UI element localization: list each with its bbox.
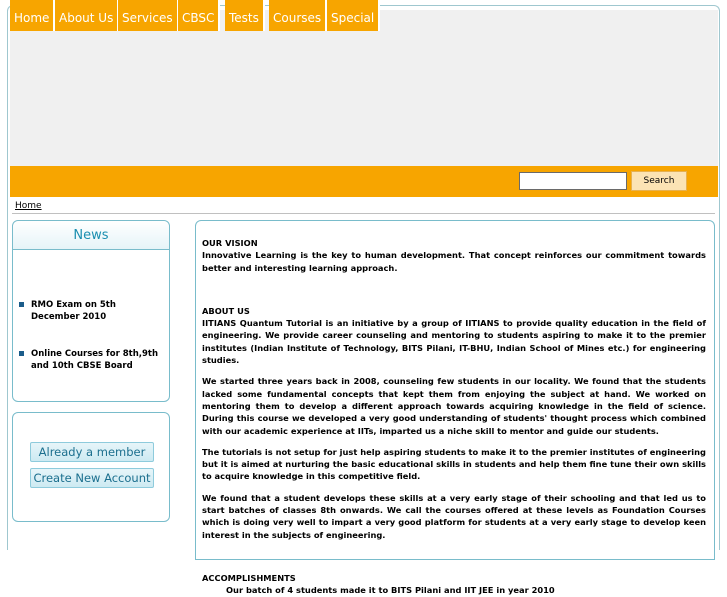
about-paragraph: The tutorials is not setup for just help aspiring students to make it to the premier institutes of engineering but it is aimed at nurturing the basic educational skills in students and help them fine tune their own skills to acquire knowledge in this competitive field. [202, 446, 706, 482]
create-account-button[interactable]: Create New Account [30, 468, 154, 488]
news-item [19, 299, 165, 323]
accomplishments-list [202, 584, 706, 596]
header-banner [10, 10, 718, 166]
bullet-icon [19, 351, 24, 356]
search-input[interactable] [519, 172, 627, 190]
member-panel [12, 412, 170, 522]
vision-heading: OUR VISION [202, 238, 258, 248]
accomplishment-item: Our batch of 4 students made it to BITS Pilani and IIT JEE in year 2010 [226, 585, 555, 596]
bullet-icon [19, 302, 24, 307]
nav-item-services[interactable]: Services [118, 0, 179, 31]
nav-item-courses[interactable]: Courses [269, 0, 327, 31]
main-content [202, 237, 706, 597]
breadcrumb-home-link[interactable]: Home [15, 201, 42, 211]
news-item-link[interactable]: RMO Exam on 5th December 2010 [31, 300, 116, 322]
news-title: News [13, 221, 169, 250]
vision-text: Innovative Learning is the key to human development. That concept reinforces our commitment towards better and interesting learning approach. [202, 250, 706, 273]
spacer [202, 550, 706, 572]
about-paragraph: IITIANS Quantum Tutorial is an initiative by a group of IITIANS to provide quality education in the field of engineering. We provide career counseling and mentoring to students aspiring to make it to the premier institutes (Indian Institute of Technology, BITS Pilani, IT-BHU, Indian School of Mines etc.) for engineering studies. [202, 318, 706, 366]
main-content-panel [195, 220, 715, 596]
already-member-button[interactable]: Already a member [30, 442, 154, 462]
nav-item-about-us[interactable]: About Us [55, 0, 119, 31]
accomplishments-heading: ACCOMPLISHMENTS [202, 572, 296, 583]
nav-item-home[interactable]: Home [10, 0, 55, 31]
news-item [19, 348, 165, 372]
news-panel [12, 220, 170, 402]
nav-item-cbsc[interactable]: CBSC [178, 0, 220, 31]
spacer [202, 283, 706, 305]
nav-item-special[interactable]: Special [327, 0, 380, 31]
about-heading: ABOUT US [202, 305, 250, 316]
news-item-link[interactable]: Online Courses for 8th,9th and 10th CBSE Board [31, 349, 159, 371]
breadcrumb-divider [12, 213, 715, 214]
about-paragraph: We found that a student develops these skills at a very early stage of their schooling and that led us to start batches of classes 8th onwards. We call the courses offered at these levels as Foundation Courses which is doing very well to impart a very good platform for students at a very early stage to develop keen interest in the subjects of engineering. [202, 492, 706, 540]
nav-item-tests[interactable]: Tests [225, 0, 265, 31]
about-paragraph: We started three years back in 2008, counseling few students in our locality. We found that the students lacked some fundamental concepts that kept them from enjoying the subject at hand. We worked on mentoring them to develop a different approach towards acquiring knowledge in the field of science. During this course we developed a very good understanding of students' thought process which combined with our academic experience at IITs, imparted us a niche skill to mentor and guide our students. [202, 376, 706, 436]
search-button[interactable]: Search [631, 171, 687, 191]
